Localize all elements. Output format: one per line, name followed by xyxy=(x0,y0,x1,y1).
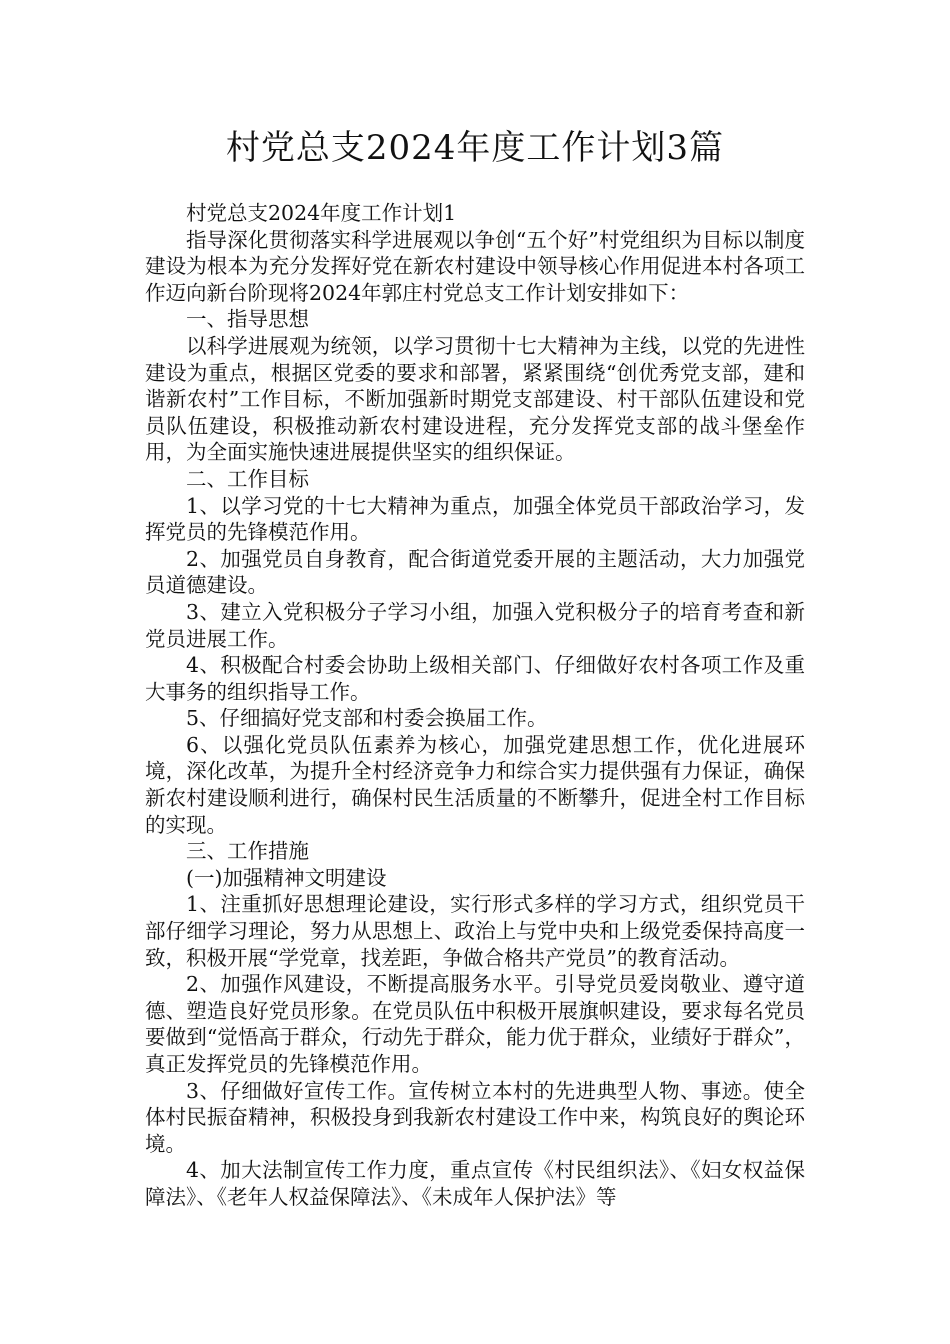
document-title: 村党总支2024年度工作计划3篇 xyxy=(225,128,725,168)
list-item: 4、加大法制宣传工作力度，重点宣传《村民组织法》、《妇女权益保障法》、《老年人权益保障法》、《未成年人保护法》等 xyxy=(145,1158,805,1209)
list-item: 2、加强党员自身教育，配合街道党委开展的主题活动，大力加强党员道德建设。 xyxy=(145,546,805,598)
list-item: 1、以学习党的十七大精神为重点，加强全体党员干部政治学习，发挥党员的先锋模范作用。 xyxy=(145,493,805,545)
subsection-heading: (一)加强精神文明建设 xyxy=(186,865,387,890)
list-item: 5、仔细搞好党支部和村委会换届工作。 xyxy=(186,706,548,731)
section-heading-2: 二、工作目标 xyxy=(186,466,309,491)
section-heading-1: 一、指导思想 xyxy=(186,307,309,332)
paragraph-intro: 指导深化贯彻落实科学进展观以争创“五个好”村党组织为目标以制度建设为根本为充分发挥好党在新农村建设中领导核心作用促进本村各项工作迈向新台阶现将2024年郭庄村党总支工作计划安排如下： xyxy=(145,227,805,305)
paragraph-subtitle: 村党总支2024年度工作计划1 xyxy=(186,201,457,225)
list-item: 4、积极配合村委会协助上级相关部门、仔细做好农村各项工作及重大事务的组织指导工作。 xyxy=(145,653,805,704)
section-heading-3: 三、工作措施 xyxy=(186,839,309,864)
list-item: 1、注重抓好思想理论建设，实行形式多样的学习方式，组织党员干部仔细学习理论，努力从思想上、政治上与党中央和上级党委保持高度一致，积极开展“学党章，找差距，争做合格共产党员”的教育活动。 xyxy=(145,892,805,970)
list-item: 6、以强化党员队伍素养为核心，加强党建思想工作，优化进展环境，深化改革，为提升全村经济竞争力和综合实力提供强有力保证，确保新农村建设顺利进行，确保村民生活质量的不断攀升，促进全村工作目标的实现。 xyxy=(145,732,805,837)
list-item: 2、加强作风建设，不断提高服务水平。引导党员爱岗敬业、遵守道德、塑造良好党员形象。在党员队伍中积极开展旗帜建设，要求每名党员要做到“觉悟高于群众，行动先于群众，能力优于群众，业绩好于群众”，真正发挥党员的先锋模范作用。 xyxy=(145,972,805,1076)
list-item: 3、仔细做好宣传工作。宣传树立本村的先进典型人物、事迹。使全体村民振奋精神，积极投身到我新农村建设工作中来，构筑良好的舆论环境。 xyxy=(145,1078,805,1156)
document-body xyxy=(145,200,805,1211)
list-item: 3、建立入党积极分子学习小组，加强入党积极分子的培育考查和新党员进展工作。 xyxy=(145,599,805,651)
paragraph: 以科学进展观为统领，以学习贯彻十七大精神为主线，以党的先进性建设为重点，根据区党委的要求和部署，紧紧围绕“创优秀党支部，建和谐新农村”工作目标，不断加强新时期党支部建设、村干部队伍建设和党员队伍建设，积极推动新农村建设进程，充分发挥党支部的战斗堡垒作用，为全面实施快速进展提供坚实的组织保证。 xyxy=(145,333,805,465)
